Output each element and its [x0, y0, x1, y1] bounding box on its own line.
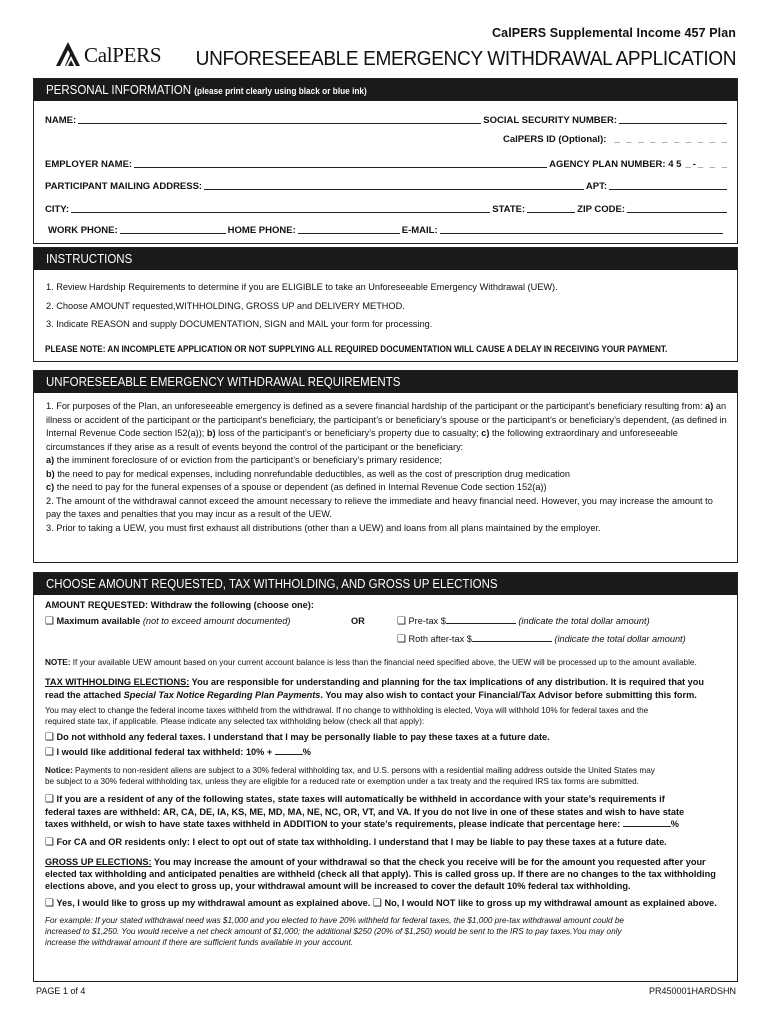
calpers-mountain-icon [54, 40, 82, 68]
state-label: STATE: [492, 204, 526, 215]
maximum-available-option[interactable] [45, 615, 290, 628]
pretax-amount-field[interactable] [446, 615, 516, 624]
federal-info-text: You may elect to change the federal income taxes withheld from the withdrawal. If no change to withholding is elected, Voya will withhold 10% for federal taxes and the [45, 706, 649, 715]
home-phone-field[interactable] [298, 224, 400, 234]
page-number: PAGE 1 of 4 [36, 986, 86, 996]
calpers-logo [54, 40, 174, 70]
note-label: NOTE: [45, 658, 71, 667]
option-text: Yes, I would like to gross up my withdrawal amount as explained above. [56, 898, 371, 908]
example-text: For example: If your stated withdrawal need was $1,000 and you elected to have 20% withheld for federal taxes, the $1,000 pre-tax withdrawal amount could be [45, 916, 624, 925]
requirement-text: an illness or accident of the participant or the participant’s beneficiary, the participant’s or beneficiary’s spouse or the participant’s or beneficiary’s dependent, (as defined in Internal Revenue Code section I52(a)); [46, 401, 727, 438]
percent-sign: % [670, 819, 679, 829]
example-text: increased to $1,250. You would receive a net check amount of $1,000; the additional $250 (20% of $1,250) would be sent to the IRS to pay taxes.You may only [45, 927, 622, 936]
notice-text: Payments to non-resident aliens are subject to a 30% federal withholding tax, and U.S. persons with a residential mailing address outside the United States may [72, 766, 655, 775]
gross-up-intro [45, 856, 729, 892]
instruction-step: 1. Review Hardship Requirements to determine if you are ELIGIBLE to take an Unforeseeable Emergency Withdrawal (UEW). [46, 282, 558, 292]
employer-label: EMPLOYER NAME: [45, 159, 133, 170]
percent-sign: % [302, 747, 311, 757]
pretax-option[interactable] [397, 615, 650, 628]
employer-field[interactable] [134, 158, 547, 168]
tax-text: read the attached [45, 690, 124, 700]
gross-up-heading: GROSS UP ELECTIONS: [45, 857, 152, 867]
checkbox-icon[interactable]: ❑ [397, 616, 406, 627]
apt-label: APT: [585, 181, 607, 192]
state-withholding-option[interactable] [45, 793, 729, 830]
option-text: No, I would NOT like to gross up my withdrawal amount as explained above. [384, 898, 717, 908]
city-row [45, 201, 729, 215]
option-text: taxes withheld, or wish to have state taxes withheld in ADDITION to your state’s requirements, please indicate that percentage here: [45, 819, 621, 829]
requirement-text: 1. For purposes of the Plan, an unforeseeable emergency is defined as a severe financial hardship of the participant or the participant’s beneficiary resulting from: [46, 401, 706, 411]
roth-option-row [45, 633, 729, 651]
requirement-3: 3. Prior to taking a UEW, you must first exhaust all distributions (other than a UEW) and loans from all plans maintained by the employer. [46, 522, 601, 533]
ca-or-opt-out-option[interactable] [45, 835, 729, 850]
pretax-note: (indicate the total dollar amount) [518, 616, 650, 626]
personal-information-section [33, 78, 738, 244]
state-percent-field[interactable] [623, 818, 671, 827]
zip-field[interactable] [627, 203, 727, 213]
option-text: federal taxes are withheld: AR, CA, DE, IA, KS, ME, MD, MA, NE, NC, OR, VT, and VA. If you do not live in one of these states and wish to have state [45, 807, 685, 817]
requirement-1 [46, 400, 729, 454]
zip-label: ZIP CODE: [577, 204, 625, 215]
requirement-text: loss of the participant’s or beneficiary’s property due to casualty; [215, 428, 482, 438]
pretax-label: Pre-tax $ [408, 616, 446, 626]
plan-name: CalPERS Supplemental Income 457 Plan [492, 26, 736, 40]
home-phone-label: HOME PHONE: [227, 225, 296, 236]
requirements-heading [34, 371, 737, 393]
instructions-section [33, 247, 738, 362]
checkbox-icon[interactable]: ❑ [397, 634, 406, 645]
checkbox-icon[interactable]: ❑ [45, 837, 54, 848]
notice-text: be subject to a 30% federal withholding tax, unless they are eligible for a reduced rate or exemption under a tax treaty and the required IRS tax forms are submitted. [45, 777, 639, 786]
section-title: UNFORESEEABLE EMERGENCY WITHDRAWAL REQUIREMENTS [46, 375, 401, 389]
state-field[interactable] [527, 203, 575, 213]
gross-up-text: You may increase the amount of your withdrawal so that the check you receive will be for the amount you requested after your [151, 857, 706, 867]
checkbox-icon[interactable]: ❑ [45, 732, 54, 743]
or-label: OR [351, 616, 365, 626]
ink-note: (please print clearly using black or blue ink) [194, 86, 367, 96]
calpers-id-field[interactable]: _ _ _ _ _ _ _ _ _ _ [614, 134, 729, 145]
amount-requested-label: AMOUNT REQUESTED: Withdraw the following (choose one): [45, 600, 314, 610]
email-field[interactable] [440, 224, 723, 234]
phone-row [48, 222, 725, 236]
option-text: I would like additional federal tax withheld: 10% + [56, 747, 273, 757]
item-marker: b) [206, 428, 216, 438]
item-marker: c) [46, 482, 55, 492]
calpers-id-label: CalPERS ID (Optional): [502, 134, 607, 145]
item-marker: c) [481, 428, 490, 438]
maximum-note: (not to exceed amount documented) [142, 616, 291, 626]
section-title: PERSONAL INFORMATION [46, 83, 192, 97]
gross-up-no-option[interactable] [373, 898, 717, 908]
calpers-id-row [45, 131, 729, 145]
available-amount-note [45, 657, 729, 668]
roth-label: Roth after-tax $ [408, 634, 472, 644]
requirement-text: the need to pay for medical expenses, including nonrefundable deductibles, as well as the cost of prescription drug medication [54, 468, 570, 479]
additional-federal-withholding-option[interactable] [45, 745, 729, 760]
logo-text: CalPERS [84, 43, 162, 67]
item-marker: a) [705, 401, 714, 411]
agency-plan-field[interactable]: _-_ _ _ [685, 159, 729, 170]
note-text: If your available UEW amount based on your current account balance is less than the financial need specified above, the UEW will be processed up to the amount available. [70, 658, 697, 667]
name-label: NAME: [45, 115, 77, 126]
name-field[interactable] [78, 114, 481, 124]
gross-up-example [45, 915, 729, 948]
roth-note: (indicate the total dollar amount) [554, 634, 686, 644]
example-text: increase the withdrawal amount if there are sufficient funds available in your account. [45, 938, 354, 947]
gross-up-yes-option[interactable] [45, 898, 370, 908]
requirements-section [33, 370, 738, 563]
tax-withholding-heading: TAX WITHHOLDING ELECTIONS: [45, 677, 190, 687]
requirement-sub-a [46, 454, 729, 468]
address-row [45, 178, 729, 192]
ssn-field[interactable] [619, 114, 727, 124]
gross-up-options-row [45, 896, 729, 911]
notice-label: Notice: [45, 766, 73, 775]
instructions-heading [34, 248, 737, 270]
form-code: PR450001HARDSHN [648, 986, 736, 996]
checkbox-icon[interactable]: ❑ [45, 794, 54, 805]
requirement-2: 2. The amount of the withdrawal cannot exceed the amount necessary to relieve the immediate and heavy financial need. However, you may increase the amount to pay the taxes and penalties that you may incur as a result of the UEW. [46, 495, 713, 519]
item-marker: a) [46, 455, 55, 465]
gross-up-text: elected tax withholding and anticipated penalties are withheld (check all that apply). This is called gross up. If there are no changes to the tax withholding [45, 869, 716, 879]
checkbox-icon[interactable]: ❑ [45, 616, 54, 627]
checkbox-icon[interactable]: ❑ [372, 898, 382, 909]
requirement-sub-c [46, 481, 729, 495]
tax-text: . You may also wish to contact your Financial/Tax Advisor before submitting this form. [320, 690, 697, 700]
checkbox-icon[interactable]: ❑ [45, 898, 54, 909]
additional-percent-field[interactable] [275, 746, 303, 755]
requirement-sub-b [46, 468, 729, 482]
no-federal-withholding-option[interactable] [45, 730, 729, 745]
requirement-text: the need to pay for the funeral expenses of a spouse or dependent (as defined in Internal Revenue Code section 152(a)) [54, 482, 547, 492]
roth-amount-field[interactable] [472, 633, 552, 642]
special-tax-notice-title: Special Tax Notice Regarding Plan Payments [123, 690, 321, 700]
requirements-text [34, 393, 737, 535]
employer-row [45, 156, 729, 170]
maximum-available-label: Maximum available [56, 616, 141, 626]
option-text: If you are a resident of any of the following states, state taxes will automatically be withheld in accordance with your state’s requirements if [56, 794, 665, 804]
instruction-step: 2. Choose AMOUNT requested,WITHHOLDING, GROSS UP and DELIVERY METHOD. [46, 300, 405, 311]
work-phone-field[interactable] [120, 224, 226, 234]
personal-information-heading [34, 79, 737, 101]
non-resident-notice [45, 765, 729, 787]
address-field[interactable] [204, 180, 584, 190]
work-phone-label: WORK PHONE: [48, 225, 118, 236]
option-text: For CA and OR residents only: I elect to opt out of state tax withholding. I understand that I may be liable to pay these taxes at a future date. [56, 837, 667, 847]
name-row [45, 112, 729, 126]
instruction-step: 3. Indicate REASON and supply DOCUMENTATION, SIGN and MAIL your form for processing. [46, 319, 433, 329]
section-title: CHOOSE AMOUNT REQUESTED, TAX WITHHOLDING, AND GROSS UP ELECTIONS [46, 577, 498, 591]
elections-section [33, 572, 738, 982]
federal-info-text: required state tax, if applicable. Please indicate any selected tax withholding below (check all that apply): [45, 717, 425, 726]
gross-up-text: elections above, and you elect to gross up, your withdrawal amount will be increased to cover the default 10% federal tax withholding. [45, 881, 631, 891]
option-text: Do not withhold any federal taxes. I understand that I may be personally liable to pay these taxes at a future date. [56, 732, 550, 742]
ssn-label: SOCIAL SECURITY NUMBER: [483, 115, 617, 126]
city-label: CITY: [45, 204, 70, 215]
elections-heading [34, 573, 737, 595]
requirement-text: the imminent foreclosure of or eviction from the participant’s or beneficiary’s primary residence; [54, 455, 442, 465]
checkbox-icon[interactable]: ❑ [45, 747, 54, 758]
incomplete-application-note: PLEASE NOTE: AN INCOMPLETE APPLICATION OR NOT SUPPLYING ALL REQUIRED DOCUMENTATION WILL CAUSE A DELAY IN RECEIVING YOUR PAYMENT. [45, 344, 668, 354]
email-label: E-MAIL: [401, 225, 438, 236]
amount-options-row [45, 615, 729, 633]
elections-body [34, 595, 737, 948]
tax-withholding-intro [45, 676, 729, 702]
tax-text: You are responsible for understanding and planning for the tax implications of any distribution. It is required that you [189, 677, 704, 687]
city-field[interactable] [71, 203, 490, 213]
federal-withholding-info [45, 705, 729, 727]
form-header [0, 0, 770, 76]
apt-field[interactable] [609, 180, 727, 190]
address-label: PARTICIPANT MAILING ADDRESS: [45, 181, 203, 192]
section-title: INSTRUCTIONS [46, 252, 133, 266]
instruction-steps [34, 270, 737, 334]
roth-option[interactable] [397, 633, 686, 646]
agency-plan-label: AGENCY PLAN NUMBER: 4 5 [549, 159, 682, 170]
item-marker: b) [46, 468, 55, 479]
form-title: UNFORESEEABLE EMERGENCY WITHDRAWAL APPLICATION [195, 47, 736, 70]
requirement-text: the following extraordinary and unforeseeable circumstances if they arise as a result of events beyond the control of the participant or the beneficiary: [46, 428, 678, 452]
